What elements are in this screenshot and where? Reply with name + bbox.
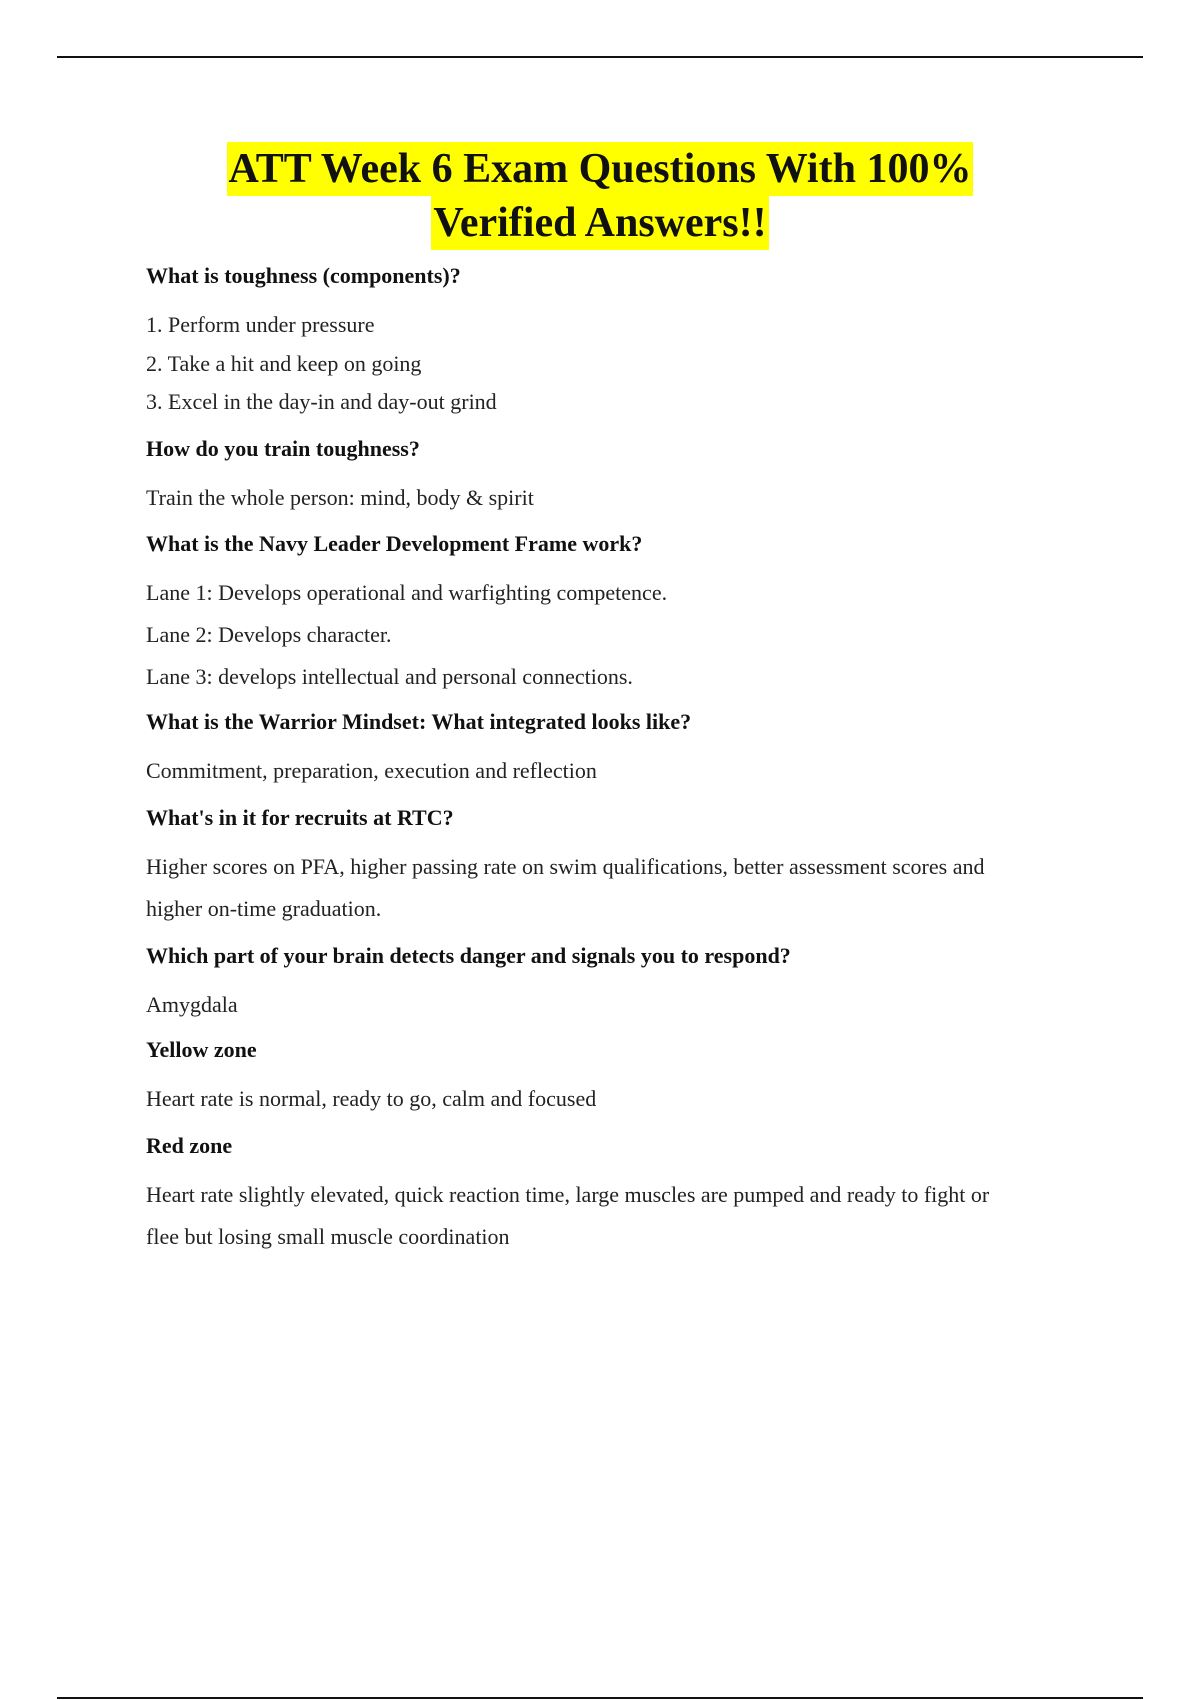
qa-item xyxy=(146,435,1086,519)
answer-line: Heart rate is normal, ready to go, calm and focused xyxy=(146,1086,597,1111)
answer-line: Commitment, preparation, execution and reflection xyxy=(146,758,597,783)
question: Red zone xyxy=(146,1133,233,1158)
question: What's in it for recruits at RTC? xyxy=(146,805,454,830)
title-line-2: Verified Answers!! xyxy=(431,196,768,250)
answer-line: Heart rate slightly elevated, quick reaction time, large muscles are pumped and ready to fight or xyxy=(146,1182,990,1207)
qa-item xyxy=(146,1036,1086,1120)
qa-item xyxy=(146,530,1086,698)
answer-line: Lane 2: Develops character. xyxy=(146,622,392,647)
title-line-1: ATT Week 6 Exam Questions With 100% xyxy=(227,142,974,196)
question: What is the Warrior Mindset: What integrated looks like? xyxy=(146,709,692,734)
answer-line: Higher scores on PFA, higher passing rate on swim qualifications, better assessment scores and xyxy=(146,854,985,879)
question: What is toughness (components)? xyxy=(146,263,461,288)
qa-item xyxy=(146,708,1086,792)
question: What is the Navy Leader Development Frame work? xyxy=(146,531,643,556)
question: Yellow zone xyxy=(146,1037,257,1062)
answer-line: 1. Perform under pressure xyxy=(146,312,375,337)
answer-line: Lane 1: Develops operational and warfighting competence. xyxy=(146,580,668,605)
answer-line: flee but losing small muscle coordination xyxy=(146,1224,510,1249)
qa-list xyxy=(146,262,1086,1258)
qa-item xyxy=(146,942,1086,1026)
document-title xyxy=(0,142,1200,250)
top-rule xyxy=(57,56,1143,58)
question: How do you train toughness? xyxy=(146,436,420,461)
answer-line: 2. Take a hit and keep on going xyxy=(146,351,422,376)
answer-line: Train the whole person: mind, body & spirit xyxy=(146,485,534,510)
qa-item xyxy=(146,262,1086,423)
answer-line: Lane 3: develops intellectual and personal connections. xyxy=(146,664,633,689)
answer-line: higher on-time graduation. xyxy=(146,896,382,921)
question: Which part of your brain detects danger and signals you to respond? xyxy=(146,943,791,968)
qa-item xyxy=(146,804,1086,930)
qa-item xyxy=(146,1132,1086,1258)
answer-line: Amygdala xyxy=(146,992,238,1017)
bottom-rule xyxy=(57,1697,1143,1699)
answer-line: 3. Excel in the day-in and day-out grind xyxy=(146,389,497,414)
